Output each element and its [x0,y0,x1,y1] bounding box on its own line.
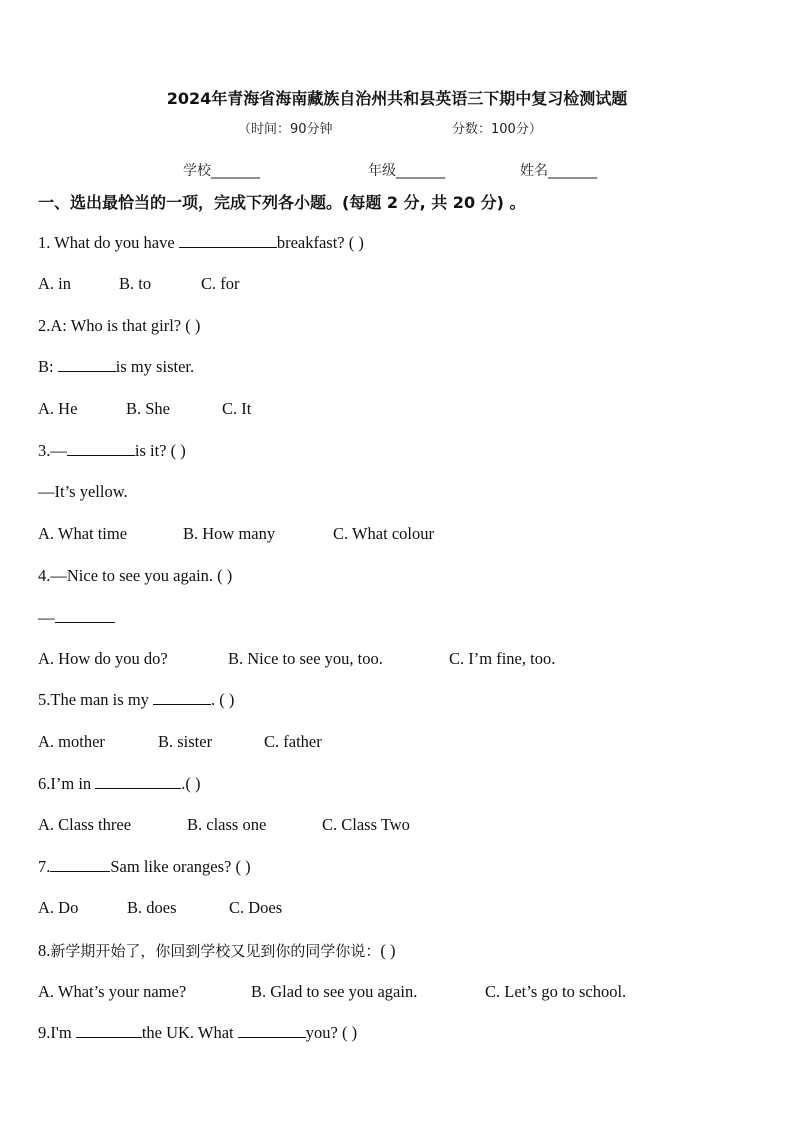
option-b: B. Glad to see you again. [251,982,418,1001]
answer-blank [58,357,116,372]
question-5: 5.The man is my . ( ) [38,690,235,709]
question-9: 9.I'm the UK. What you? ( ) [38,1023,358,1042]
question-1-options [38,274,240,294]
option-a: A. mother [38,732,105,751]
question-4: 4.—Nice to see you again. ( ) [38,566,233,585]
option-c: C. Let’s go to school. [485,982,627,1001]
option-a: A. Do [38,898,79,917]
question-3-answer: —It’s yellow. [38,482,128,501]
question-1: 1. What do you have breakfast? ( ) [38,233,364,252]
answer-blank [50,857,110,872]
time-label: （时间：90分钟 [238,122,333,137]
option-c: C. for [201,274,240,293]
question-7: 7. Sam like oranges? ( ) [38,857,251,876]
option-c: C. I’m fine, too. [449,649,556,668]
score-label: 分数：100分） [452,122,542,137]
question-3: 3.— is it? ( ) [38,441,186,460]
question-5-options [38,732,322,752]
option-b: B. She [126,399,171,418]
option-c: C. Class Two [322,815,410,834]
option-a: A. in [38,274,71,293]
option-c: C. What colour [333,524,434,543]
option-a: A. What time [38,524,128,543]
option-b: B. class one [187,815,267,834]
answer-blank [179,233,277,248]
question-6-options [38,815,410,835]
question-8-options [38,982,626,1002]
option-b: B. does [127,898,177,917]
question-6: 6.I’m in .( ) [38,774,201,793]
answer-blank [67,441,135,456]
option-c: C. It [222,399,252,418]
option-b: B. to [119,274,152,293]
option-b: B. How many [183,524,276,543]
answer-blank [153,690,211,705]
exam-title: 2024年青海省海南藏族自治州共和县英语三下期中复习检测试题 [166,89,628,108]
answer-blank [95,774,181,789]
question-3-options [38,524,434,544]
question-7-options [38,898,282,918]
question-2-reply: B: is my sister. [38,357,195,376]
option-c: C. Does [229,898,283,917]
name-field: 姓名_______ [520,163,597,179]
school-field: 学校_______ [183,163,260,179]
option-b: B. sister [158,732,213,751]
question-4-reply: — [38,608,115,628]
option-a: A. Class three [38,815,132,834]
question-8: 8.新学期开始了，你回到学校又见到你的同学你说：( ) [38,941,396,960]
answer-blank [76,1023,142,1038]
question-2-options [38,399,251,419]
answer-blank [238,1023,306,1038]
option-a: A. How do you do? [38,649,168,668]
grade-field: 年级_______ [368,163,445,179]
option-a: A. He [38,399,78,418]
question-2: 2.A: Who is that girl? ( ) [38,316,201,335]
option-a: A. What’s your name? [38,982,187,1001]
answer-blank [55,608,115,623]
question-4-options [38,649,555,669]
section-heading: 一、选出最恰当的一项，完成下列各小题。(每题 2 分, 共 20 分) 。 [38,193,526,212]
option-b: B. Nice to see you, too. [228,649,383,668]
option-c: C. father [264,732,322,751]
